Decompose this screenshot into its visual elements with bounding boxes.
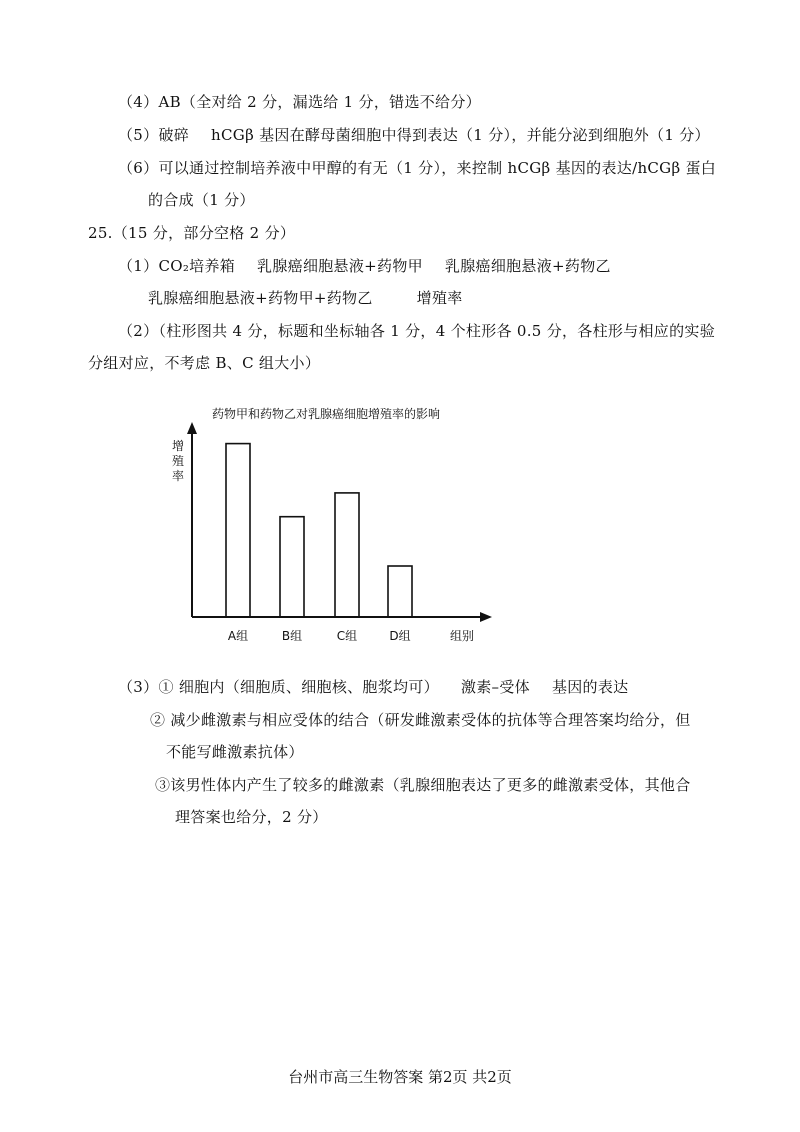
q25-part3-label: （3） bbox=[118, 678, 159, 696]
q25-part3-line1 bbox=[118, 677, 628, 697]
q25-part3-item2-line2: 不能写雌激素抗体） bbox=[166, 743, 304, 761]
q25-part1-answer-5: 增殖率 bbox=[416, 289, 463, 307]
x-tick-label-4: D组 bbox=[389, 629, 411, 643]
q25-part3-item3-line1: ③该男性体内产生了较多的雌激素（乳腺细胞表达了更多的雌激素受体，其他合 bbox=[155, 776, 691, 794]
q25-part1-label: （1） bbox=[118, 257, 159, 275]
bar-3 bbox=[335, 493, 359, 617]
x-tick-label-1: A组 bbox=[227, 629, 249, 643]
q25-heading: 25.（15 分，部分空格 2 分） bbox=[88, 224, 296, 242]
q24-item5-answer-a: （5）破碎 bbox=[118, 126, 190, 144]
q25-part2-line1: （2）（柱形图共 4 分，标题和坐标轴各 1 分，4 个柱形各 0.5 分，各柱形与相应的实验 bbox=[118, 322, 716, 340]
chart-x-axis-arrow bbox=[480, 612, 492, 622]
y-axis-label-text: 增殖率 bbox=[172, 439, 185, 483]
q25-part3-item3-line2: 理答案也给分，2 分） bbox=[175, 808, 328, 826]
q25-part2-line2: 分组对应，不考虑 B、C 组大小） bbox=[88, 354, 321, 372]
bar-1 bbox=[226, 444, 250, 617]
q24-item6-line1: （6）可以通过控制培养液中甲醇的有无（1 分），来控制 hCGβ 基因的表达/hCGβ 蛋白 bbox=[118, 159, 717, 177]
q25-part3-item1-a: ① 细胞内（细胞质、细胞核、胞浆均可） bbox=[158, 678, 439, 696]
chart-x-axis-label: 组别 bbox=[450, 629, 475, 643]
chart-y-axis-arrow bbox=[187, 422, 197, 434]
x-tick-label-2: B组 bbox=[281, 629, 303, 643]
q25-part1-answer-1: CO₂培养箱 bbox=[158, 257, 236, 275]
bar-2 bbox=[280, 517, 304, 617]
q25-part1-answer-3: 乳腺癌细胞悬液+药物乙 bbox=[444, 257, 611, 275]
q25-part1-answer-4: 乳腺癌细胞悬液+药物甲+药物乙 bbox=[148, 289, 373, 307]
q25-part3-item1-b: 激素–受体 bbox=[460, 678, 530, 696]
q25-part3-item2-line1: ② 减少雌激素与相应受体的结合（研发雌激素受体的抗体等合理答案均给分，但 bbox=[150, 711, 691, 729]
q25-part1-answer-2: 乳腺癌细胞悬液+药物甲 bbox=[257, 257, 423, 275]
q24-item6-line2: 的合成（1 分） bbox=[148, 191, 255, 209]
q24-item5-answer-b: hCGβ 基因在酵母菌细胞中得到表达（1 分），并能分泌到细胞外（1 分） bbox=[211, 126, 710, 144]
q24-item4: （4）AB（全对给 2 分，漏选给 1 分，错选不给分） bbox=[118, 93, 481, 111]
q25-part3-item1-c: 基因的表达 bbox=[551, 678, 629, 696]
bar-4 bbox=[388, 566, 412, 617]
chart-title: 药物甲和药物乙对乳腺癌细胞增殖率的影响 bbox=[212, 407, 441, 421]
x-tick-label-3: C组 bbox=[336, 629, 358, 643]
chart-y-axis-label bbox=[172, 439, 184, 483]
page-footer: 台州市高三生物答案 第2页 共2页 bbox=[288, 1068, 512, 1086]
